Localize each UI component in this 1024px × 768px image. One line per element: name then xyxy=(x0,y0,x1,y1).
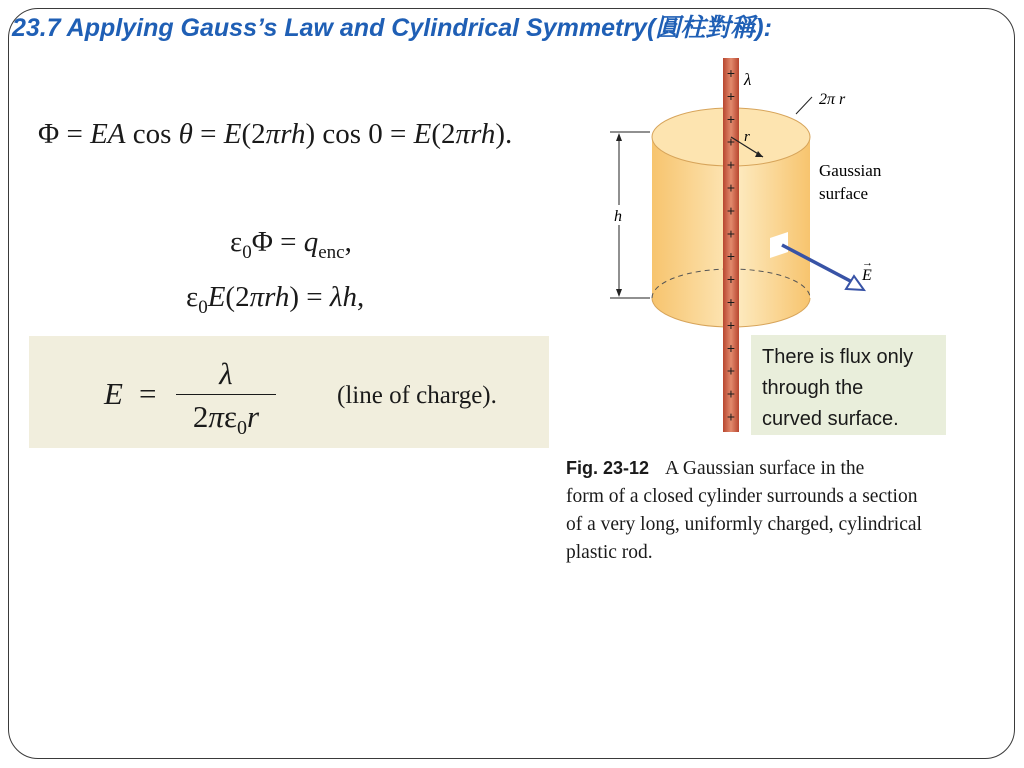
result-lhs: E xyxy=(104,376,123,411)
r-symbol: r xyxy=(246,399,260,434)
field-label: E xyxy=(862,267,872,284)
figure-caption xyxy=(566,454,1006,567)
pi-symbol: π xyxy=(208,399,224,434)
plus-charge: + xyxy=(726,65,736,81)
paren-close: ). xyxy=(495,118,513,150)
equals-sign: = xyxy=(272,226,304,258)
callout-line-1: There is flux only xyxy=(762,346,914,368)
q-symbol: q xyxy=(303,226,319,258)
plus-charge: + xyxy=(726,271,736,288)
callout-line-3: curved surface. xyxy=(762,408,899,430)
paren-cos-zero: ) cos 0 = xyxy=(305,118,414,150)
pi-symbol: π xyxy=(455,118,471,150)
plus-charge: + xyxy=(726,385,736,402)
radius-label: r xyxy=(744,129,750,145)
result-fraction xyxy=(176,356,276,440)
e-symbol: E xyxy=(207,281,226,313)
rh-symbol: rh xyxy=(280,118,306,150)
fraction-bar xyxy=(176,394,276,395)
equals-sign: = xyxy=(59,118,91,150)
plus-charge: + xyxy=(726,110,736,127)
height-arrow-top xyxy=(616,133,622,141)
plus-charge: + xyxy=(726,179,736,196)
caption-line-4: plastic rod. xyxy=(566,542,653,563)
caption-line-2: form of a closed cylinder surrounds a section xyxy=(566,486,918,507)
paren-open: (2 xyxy=(241,118,266,150)
plus-charge: + xyxy=(726,133,736,150)
lambda-symbol: λ xyxy=(329,281,343,313)
phi-symbol: Φ xyxy=(251,226,273,258)
lambda-label: λ xyxy=(744,70,752,89)
equals-sign: = xyxy=(192,118,224,150)
plus-charge: + xyxy=(726,362,736,379)
paren-open: (2 xyxy=(225,281,250,313)
paren-open: (2 xyxy=(431,118,456,150)
gaussian-surface-label-2: surface xyxy=(819,184,869,203)
flux-equation xyxy=(38,118,512,151)
lambda-symbol: λ xyxy=(219,356,233,391)
epsilon-symbol: ε xyxy=(186,281,199,313)
comma: , xyxy=(356,281,365,313)
field-vector-arrow: → xyxy=(862,257,873,269)
result-equals: = xyxy=(139,376,157,411)
subscript-enc: enc xyxy=(318,241,345,263)
phi-symbol: Φ xyxy=(38,118,60,150)
plus-charge: + xyxy=(726,156,736,173)
e-symbol: E xyxy=(413,118,432,150)
caption-figure-number: Fig. 23-12 xyxy=(566,458,650,478)
subscript-zero: 0 xyxy=(236,417,247,440)
fraction-numerator xyxy=(176,356,276,392)
caption-line-3: of a very long, uniformly charged, cylindrical xyxy=(566,514,922,535)
pi-symbol: π xyxy=(249,281,265,313)
fraction-denominator xyxy=(176,397,276,440)
plus-charge: + xyxy=(726,408,736,425)
plus-charge: + xyxy=(726,294,736,310)
gauss-law-equation xyxy=(230,226,352,264)
plus-charge: + xyxy=(726,248,736,265)
subscript-zero: 0 xyxy=(198,296,208,318)
slide-title: 23.7 Applying Gauss’s Law and Cylindrical Symmetry(圓柱對稱): xyxy=(12,14,772,42)
theta-symbol: θ xyxy=(178,118,193,150)
gaussian-surface-label: Gaussian xyxy=(819,161,882,180)
flux-callout xyxy=(751,335,946,435)
plus-charge: + xyxy=(726,87,736,104)
subscript-zero: 0 xyxy=(242,241,252,263)
rh-symbol: rh xyxy=(470,118,496,150)
plus-charge: + xyxy=(726,339,736,356)
paren-equals: ) = xyxy=(289,281,330,313)
caption-line-1: A Gaussian surface in the xyxy=(665,458,865,479)
pi-symbol: π xyxy=(265,118,281,150)
h-symbol: h xyxy=(342,281,357,313)
circumference-leader xyxy=(796,97,812,114)
callout-line-2: through the xyxy=(762,377,864,399)
a-symbol: A xyxy=(107,118,126,150)
cos-text: cos xyxy=(125,118,179,150)
epsilon-symbol: ε xyxy=(223,399,237,434)
plus-charge: + xyxy=(726,225,736,242)
rh-symbol: rh xyxy=(264,281,290,313)
height-arrow-bottom xyxy=(616,289,622,297)
e-symbol: E xyxy=(90,118,108,150)
plus-charge: + xyxy=(726,202,736,219)
line-of-charge-note: (line of charge). xyxy=(337,382,497,409)
circumference-label: 2π r xyxy=(819,91,846,108)
comma: , xyxy=(344,226,352,258)
height-label: h xyxy=(614,208,622,225)
two-digit: 2 xyxy=(192,399,209,434)
e-symbol: E xyxy=(223,118,242,150)
gauss-expanded-equation xyxy=(186,281,364,319)
epsilon-symbol: ε xyxy=(230,226,243,258)
plus-charge: + xyxy=(726,316,736,333)
